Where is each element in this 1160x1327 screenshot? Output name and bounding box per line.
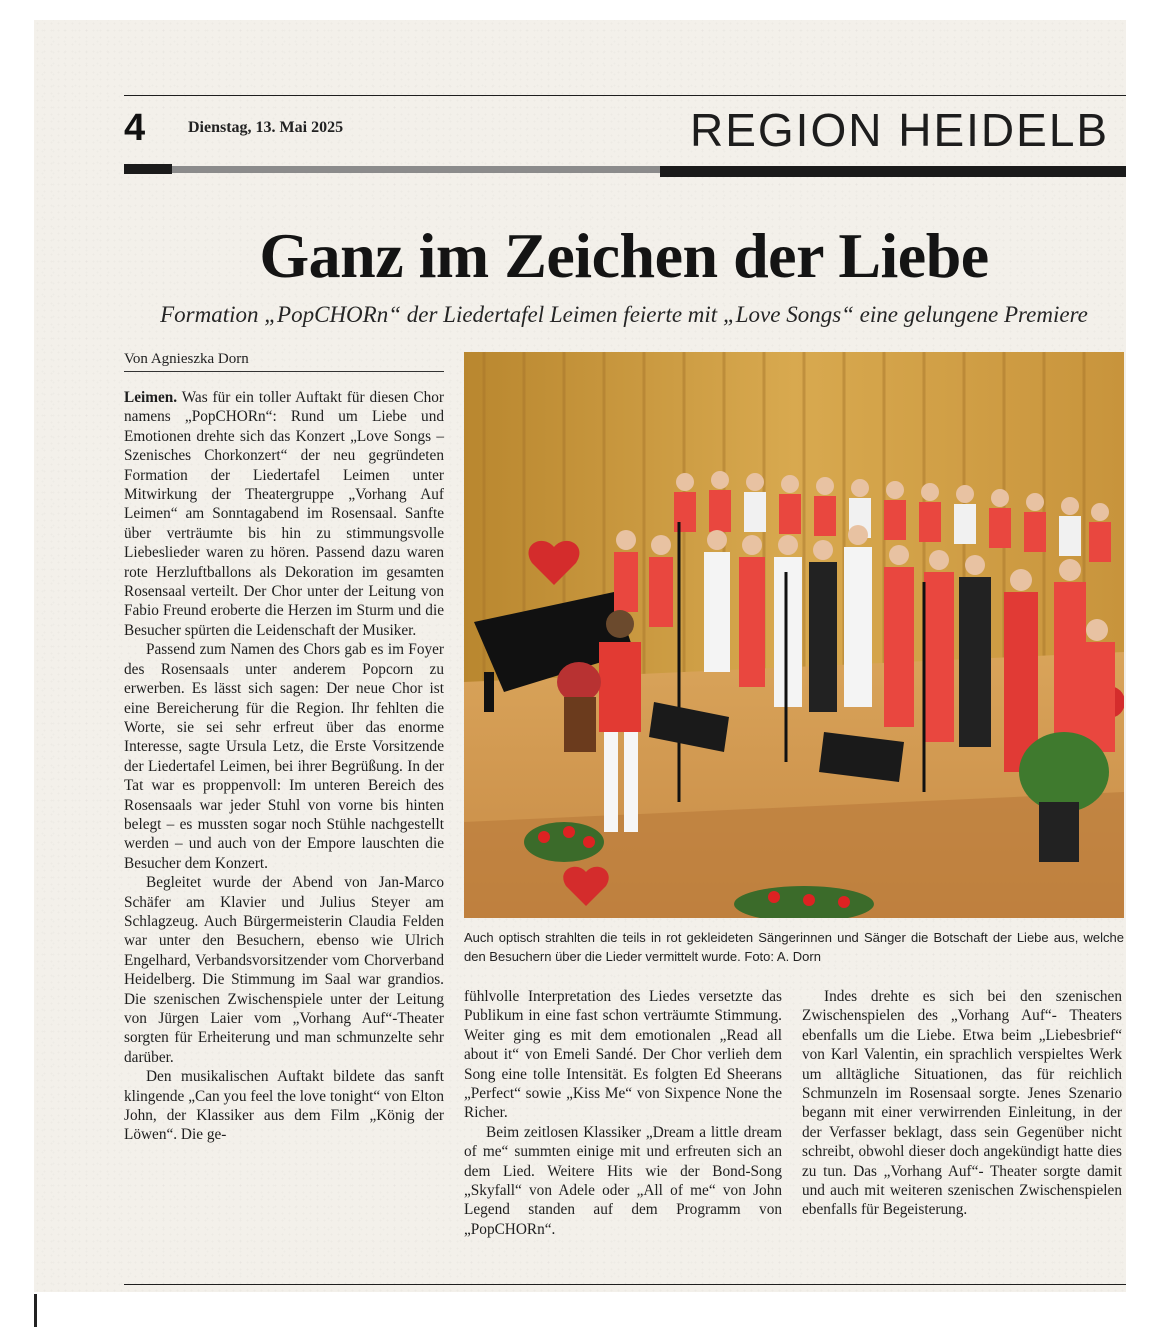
photo-caption: Auch optisch strahlten die teils in rot gekleideten Sängerinnen und Sänger die Botschaft der Liebe aus, welche den Besuchern über die Lieder vermittelt wurde. Foto: A. Dorn bbox=[464, 930, 1124, 964]
article-column-3 bbox=[802, 987, 1122, 1220]
article-column-1 bbox=[124, 388, 444, 1145]
section-title: REGION HEIDELB bbox=[690, 104, 1110, 156]
header-bar-left bbox=[124, 164, 172, 174]
header-bar-right bbox=[660, 166, 1126, 177]
paragraph bbox=[124, 388, 444, 640]
paragraph: Passend zum Namen des Chors gab es im Foyer des Rosensaals unter anderem Popcorn zu erwerben. Es lässt sich sagen: Der neue Chor ist eine Bereicherung für die Region. Ihr fehlten die Worte, sie sei sehr erfreut über das enorme Interesse, sagte Ursula Letz, die Erste Vorsitzende der Liedertafel Leimen, bei ihrer Begrüßung. In der Tat war es proppenvoll: Im unteren Bereich des Rosensaals war jeder Stuhl von vorne bis hinten belegt – es mussten sogar noch Stühle nachgestellt werden – und auch von der Empore lauschten die Besucher dem Konzert. bbox=[124, 641, 444, 872]
dateline: Leimen. bbox=[124, 389, 178, 406]
page-number: 4 bbox=[124, 107, 146, 149]
byline: Von Agnieszka Dorn bbox=[124, 349, 444, 372]
top-rule bbox=[124, 95, 1126, 96]
paragraph-text: Was für ein toller Auftakt für diesen Chor namens „PopCHORn“: Rund um Liebe und Emotionen drehte sich das Konzert „Love Songs – Szenisches Chorkonzert“ der neu gegründeten Formation der Liedertafel Leimen unter Mitwirkung der Theatergruppe „Vorhang Auf Leimen“ am Sonntagabend im Rosensaal. Sanfte über verträumte bis hin zu stimmungsvolle Liebeslieder waren zu hören. Passend dazu waren rote Herzluftballons als Dekoration im gesamten Rosensaal verteilt. Der Chor unter der Leitung von Fabio Freund eroberte die Herzen im Sturm und die Besucher spürten die Leidenschaft der Musiker. bbox=[124, 389, 444, 639]
paragraph: fühlvolle Interpretation des Liedes versetzte das Publikum in eine fast schon verträumte Stimmung. Weiter ging es mit dem emotionalen „Read all about it“ von Emeli Sandé. Der Chor verlieh dem Song eine tolle Intensität. Es folgten Ed Sheerans „Perfect“ sowie „Kiss Me“ von Sixpence None the Richer. bbox=[464, 988, 782, 1122]
article-column-2 bbox=[464, 987, 782, 1239]
subheadline: Formation „PopCHORn“ der Liedertafel Leimen feierte mit „Love Songs“ eine gelungene Premiere bbox=[160, 302, 1088, 327]
headline: Ganz im Zeichen der Liebe bbox=[259, 220, 989, 291]
issue-date: Dienstag, 13. Mai 2025 bbox=[188, 119, 344, 136]
paragraph: Beim zeitlosen Klassiker „Dream a little dream of me“ summten einige mit und erfreuten sich an dem Lied. Weitere Hits wie der Bond-Song „Skyfall“ von Adele oder „All of me“ von John Legend standen auf dem Programm von „PopCHORn“. bbox=[464, 1123, 782, 1238]
concert-photo bbox=[464, 352, 1124, 918]
paragraph: Begleitet wurde der Abend von Jan-Marco Schäfer am Klavier und Julius Steyer am Schlagzeug. Auch Bürgermeisterin Claudia Felden war unter den Besuchern, ebenso wie Ulrich Engelhard, Verbandsvorsitzender vom Chorverband Heidelberg. Die Stimmung im Saal war grandios. Die szenischen Zwischenspiele unter der Leitung von Jürgen Laier vom „Vorhang Auf“-Theater sorgten für Erheiterung und man schmunzelte sehr darüber. bbox=[124, 874, 444, 1066]
bottom-rule bbox=[124, 1284, 1126, 1285]
paragraph: Indes drehte es sich bei den szenischen Zwischenspielen des „Vorhang Auf“- Theaters ebenfalls um die Liebe. Etwa beim „Liebesbrief“ von Karl Valentin, ein sprachlich verspieltes Werk um alltägliche Situationen, das für reichlich Schmunzeln im Rosensaal sorgte. Jenes Szenario begann mit einer verwirrenden Einleitung, in der der Verfasser beklagt, dass sein Gegenüber nicht schreibt, obwohl dieser doch angekündigt hatte dies zu tun. Das „Vorhang Auf“- Theater sorgte damit und auch mit weiteren szenischen Zwischenspielen ebenfalls für Begeisterung. bbox=[802, 988, 1122, 1219]
scan-edge-mark bbox=[34, 1294, 37, 1327]
paragraph: Den musikalischen Auftakt bildete das sanft klingende „Can you feel the love tonight“ von Elton John, der Klassiker aus dem Film „König der Löwen“. Die ge- bbox=[124, 1068, 444, 1144]
header-bar-middle bbox=[172, 166, 660, 173]
